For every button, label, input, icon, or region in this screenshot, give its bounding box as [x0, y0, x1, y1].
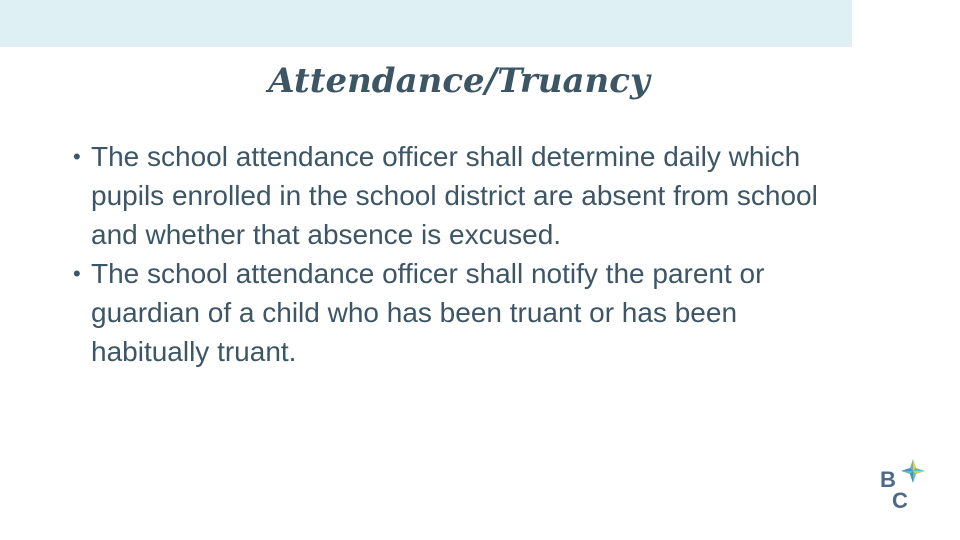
bullet-item — [73, 254, 863, 371]
bullet-text: The school attendance officer shall notify the parent or guardian of a child who has been truant or has been habitually truant. — [91, 258, 765, 367]
bullet-item — [73, 137, 863, 254]
bullet-list — [73, 137, 863, 371]
slide-title: Attendance/Truancy — [268, 61, 650, 101]
logo-letter-c: C — [892, 488, 908, 513]
sparkle-icon — [900, 458, 926, 484]
bullet-text: The school attendance officer shall determine daily which pupils enrolled in the school district are absent from school and whether that absence is excused. — [91, 141, 818, 250]
bullet-dot: • — [73, 261, 81, 286]
bullet-dot: • — [73, 144, 81, 169]
header-band — [0, 0, 852, 47]
logo-letter-b: B — [880, 467, 896, 492]
bc-logo — [876, 456, 928, 516]
